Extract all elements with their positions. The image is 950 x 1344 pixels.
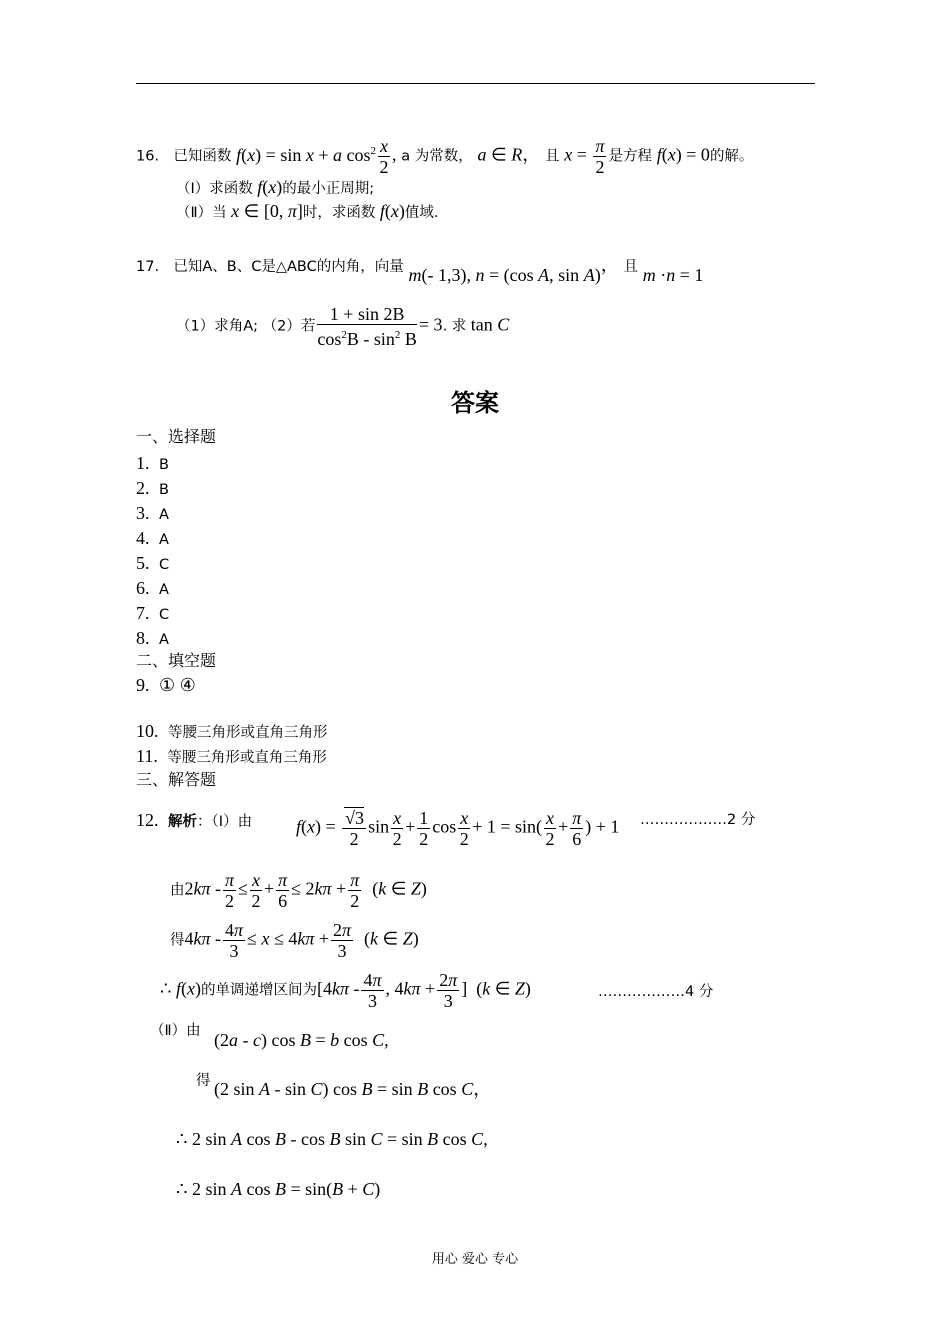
- solution-label: 解析: [168, 814, 198, 830]
- fraction: $\frac{1}{2}$: [419, 808, 429, 849]
- fraction: $\frac{\pi}{6}$: [572, 808, 582, 849]
- answer-title: 答案: [451, 389, 499, 417]
- get-label: 得: [170, 932, 185, 949]
- answer-value: 等腰三角形或直角三角形: [167, 750, 327, 766]
- answer-row: [136, 746, 327, 768]
- problem-16-q1: （Ⅰ）求函数 f(x)的最小正周期;: [176, 177, 375, 197]
- answer-value: A: [159, 582, 169, 598]
- answer-value: A: [159, 632, 169, 648]
- answer-row: [136, 528, 169, 550]
- problem-number: 16.: [136, 148, 160, 165]
- answer-value: B: [159, 482, 169, 498]
- answer-row: [136, 503, 169, 525]
- solution-number: 12.: [136, 810, 159, 830]
- answer-num: 6.: [136, 578, 150, 598]
- answer-value: A: [159, 532, 169, 548]
- answer-value: ① ④: [159, 675, 196, 695]
- problem-17: 17. 已知A、B、C是△ABC的内角，向量 m(- 1,3), n = (cos A, sin A)， 且 m ·n = 1: [136, 255, 704, 285]
- answer-row: [136, 628, 169, 650]
- fraction: $\frac{x}{2}$: [392, 808, 402, 849]
- fraction: $\frac{\pi}{2}$: [595, 136, 605, 177]
- vector-def: m(- 1,3), n = (cos A, sin A): [408, 265, 601, 285]
- problem-16-intro: 已知函数: [173, 148, 232, 165]
- answer-num: 1.: [136, 453, 150, 473]
- q2-mid: 时，求函数: [302, 205, 376, 221]
- answer-num: 5.: [136, 553, 150, 573]
- problem-16: 16. 已知函数 f(x) = sin x + a $\cos^2$ $\frac{x}{2}$ , a 为常数， a ∈ R， 且 x = $\frac{\pi}{2}$ 是方程 f(x) = 0的解。: [136, 136, 754, 177]
- score-mark: ………………2 分: [640, 812, 756, 828]
- fraction: $\frac{x}{2}$: [459, 808, 469, 849]
- q-tail: . 求: [442, 318, 467, 335]
- answer-num: 8.: [136, 628, 150, 648]
- q1-label: （Ⅰ）求函数: [176, 181, 253, 197]
- q2-label: （Ⅱ）当: [176, 205, 227, 221]
- part2-label: （Ⅱ）由: [150, 1023, 201, 1039]
- answer-row: [136, 721, 328, 743]
- problem-16-q2: （Ⅱ）当 x ∈ [0, π]时，求函数 f(x)值域.: [176, 201, 439, 221]
- answer-num: 3.: [136, 503, 150, 523]
- answer-num: 4.: [136, 528, 150, 548]
- cond-tail: 的解。: [709, 148, 754, 165]
- interval-label: 的单调递增区间为: [200, 982, 317, 999]
- answer-num: 10.: [136, 721, 159, 741]
- fraction: $\frac{\pi}{2}$: [225, 870, 235, 911]
- answer-value: B: [159, 457, 169, 473]
- answer-value: A: [159, 507, 169, 523]
- fraction: $\frac{2\pi}{3}$: [333, 920, 352, 961]
- answer-row: [136, 478, 169, 500]
- cond-mid: 且: [545, 148, 560, 165]
- answer-row: [136, 603, 169, 625]
- equation-6: (2 sin A - sin C) cos B = sin B cos C，: [214, 1079, 492, 1099]
- fraction: $\frac{x}{2}$: [251, 870, 261, 911]
- fraction: $\frac{1 + \sin 2B}{\cos^2B - \sin^2 B}$: [317, 304, 417, 349]
- equation-7: ∴ 2 sin A cos B - cos B sin C = sin B cos C,: [176, 1129, 488, 1149]
- fraction: $\frac{x}{2}$: [379, 136, 389, 177]
- answer-row: [136, 453, 169, 475]
- cond-a: a 为常数，: [401, 148, 473, 165]
- footer: 用心 爱心 专心: [431, 1252, 519, 1267]
- solution-12-head: [136, 810, 252, 832]
- fraction: $\frac{4\pi}{3}$: [225, 920, 244, 961]
- equation-5: (2a - c) cos B = b cos C,: [214, 1030, 389, 1050]
- answer-row: [136, 553, 169, 575]
- equation-2: 由2kπ - $\frac{\pi}{2}$ ≤ $\frac{x}{2}$ + $\frac{\pi}{6}$ ≤ 2kπ + $\frac{\pi}{2}$ (k ∈ Z): [170, 870, 427, 911]
- answer-value: 等腰三角形或直角三角形: [168, 725, 328, 741]
- and-text: 且: [623, 259, 638, 275]
- cond-end: 是方程: [608, 148, 652, 165]
- part2-label-row: [150, 1020, 201, 1041]
- function-def: f(x) = sin x + a $\cos^2$: [236, 144, 376, 165]
- get2-label: 得: [196, 1073, 211, 1089]
- answer-num: 2.: [136, 478, 150, 498]
- q1-tail: 的最小正周期;: [282, 181, 375, 197]
- score-mark: ………………4 分: [598, 984, 714, 1000]
- fraction: $\frac{√3}{2}$: [342, 808, 366, 849]
- equation-4: ∴ f(x)的单调递增区间为[4kπ - $\frac{4\pi}{3}$ , 4kπ + $\frac{2\pi}{3}$ ] (k ∈ Z): [160, 970, 531, 1011]
- get2-row: [196, 1070, 211, 1091]
- answer-row: [136, 578, 169, 600]
- q-label: （1）求角A; （2）若: [176, 318, 316, 335]
- fraction: $\frac{\pi}{6}$: [278, 870, 288, 911]
- fraction: $\frac{\pi}{2}$: [350, 870, 360, 911]
- equation-3: 得4kπ - $\frac{4\pi}{3}$ ≤ x ≤ 4kπ + $\frac{2\pi}{3}$ (k ∈ Z): [170, 920, 419, 961]
- equation-8: ∴ 2 sin A cos B = sin(B + C): [176, 1179, 381, 1199]
- part1-label: ：（Ⅰ）由: [197, 814, 253, 830]
- answer-value: C: [159, 557, 170, 573]
- section-solve: 三、解答题: [136, 770, 217, 789]
- section-fill: 二、填空题: [136, 651, 217, 670]
- problem-number: 17.: [136, 259, 160, 275]
- fraction: $\frac{x}{2}$: [545, 808, 555, 849]
- problem-17-q: （1）求角A; （2）若 $\frac{1 + \sin 2B}{\cos^2B - \sin^2 B}$ = 3. 求 tan C: [176, 304, 510, 349]
- answer-num: 7.: [136, 603, 150, 623]
- q2-tail: 值域.: [404, 205, 439, 221]
- answer-value: C: [159, 607, 170, 623]
- fraction: $\frac{2\pi}{3}$: [439, 970, 458, 1011]
- answer-num: 9.: [136, 675, 150, 695]
- fraction: $\frac{4\pi}{3}$: [363, 970, 382, 1011]
- header-rule: [136, 83, 815, 84]
- equation-1: f(x) = $\frac{√3}{2}$ sin $\frac{x}{2}$ + $\frac{1}{2}$ cos $\frac{x}{2}$ + 1 = sin( $\frac{x}{2}$ + $\frac{\pi}{6}$ ) + 1: [296, 808, 620, 849]
- answer-row: [136, 675, 196, 696]
- problem-17-intro: 已知A、B、C是△ABC的内角，向量: [173, 259, 404, 275]
- answer-num: 11.: [136, 746, 158, 766]
- section-choice: 一、选择题: [136, 427, 217, 446]
- by-label: 由: [170, 882, 185, 899]
